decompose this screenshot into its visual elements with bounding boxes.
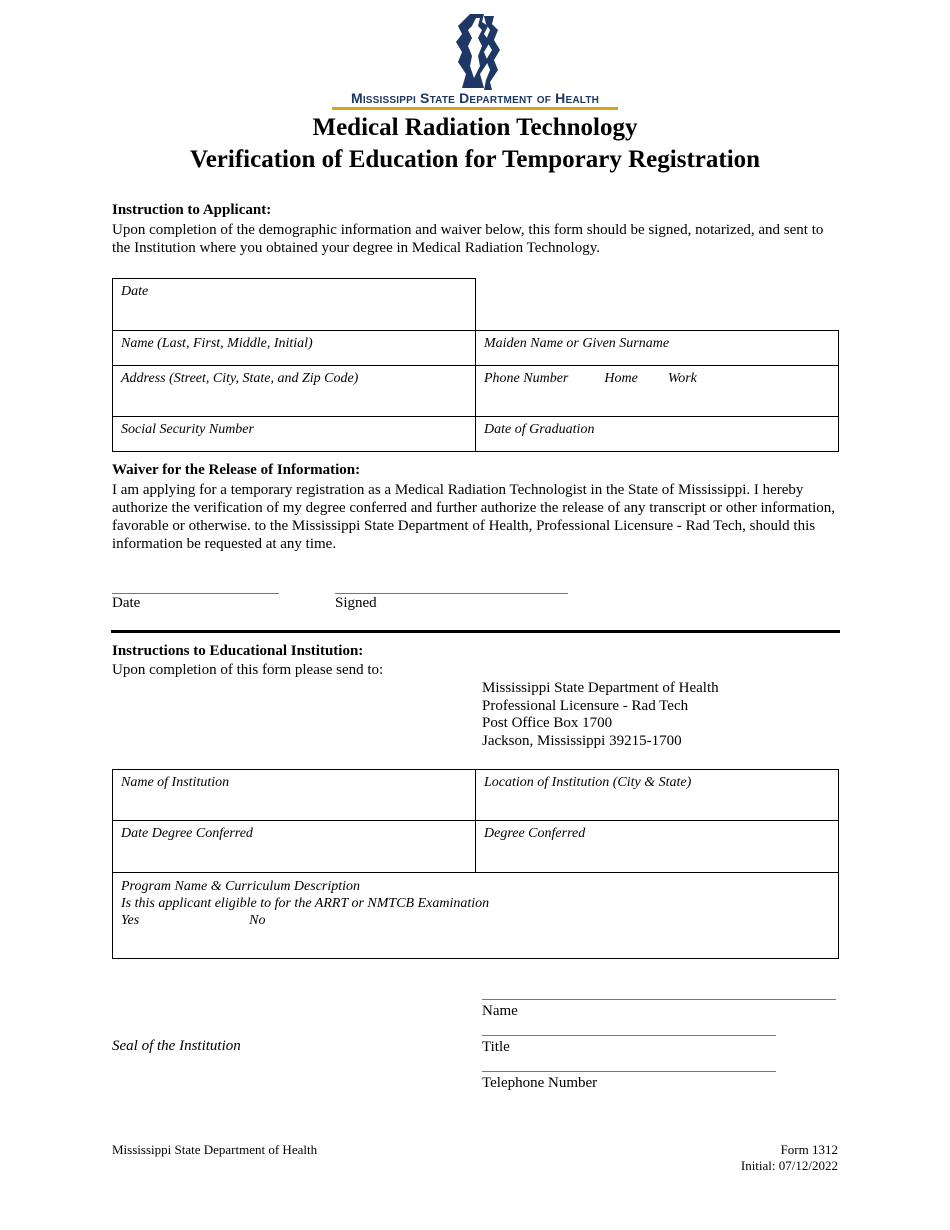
graduation-date-label: Date of Graduation <box>484 422 595 437</box>
name-label: Name (Last, First, Middle, Initial) <box>121 336 313 351</box>
name-signature-line[interactable] <box>482 999 836 1000</box>
page-title: Medical Radiation Technology <box>312 114 638 141</box>
demographics-table <box>112 278 839 452</box>
address-field[interactable] <box>113 366 476 417</box>
section-divider <box>111 630 840 633</box>
name-label: Name <box>482 1003 518 1019</box>
applicant-instructions-body: Upon completion of the demographic information and waiver below, this form should be signed, notarized, and sent to the Institution where you obtained your degree in Medical Radiation Technology. <box>112 222 824 256</box>
name-field[interactable] <box>113 331 476 366</box>
degree-conferred-label: Degree Conferred <box>484 826 586 841</box>
phone-label: Phone Number <box>484 371 569 386</box>
mailing-address-line2: Professional Licensure - Rad Tech <box>482 698 689 714</box>
mailing-address-line3: Post Office Box 1700 <box>482 715 613 731</box>
ssn-label: Social Security Number <box>121 422 254 437</box>
institution-name-label: Name of Institution <box>121 775 230 790</box>
phone-field[interactable] <box>476 366 839 417</box>
empty-cell <box>476 279 839 331</box>
ssn-field[interactable] <box>113 417 476 452</box>
mailing-address-line1: Mississippi State Department of Health <box>482 680 719 696</box>
program-description-field[interactable] <box>113 873 839 959</box>
waiver-body: I am applying for a temporary registration as a Medical Radiation Technologist in the State of Mississippi. I hereby authorize the verification of my degree conferred and further authorize the release of any transcript or other information, favorable or otherwise. to the Mississippi State Department of Health, Professional Licensure - Rad Tech, should this information be requested at any time. <box>112 482 836 552</box>
date-field[interactable] <box>113 279 476 331</box>
address-label: Address (Street, City, State, and Zip Code) <box>121 371 359 386</box>
footer-form-number: Form 1312 <box>780 1142 838 1157</box>
msdh-logo-icon <box>440 12 510 92</box>
phone-work-label: Work <box>667 371 697 386</box>
title-line[interactable] <box>482 1035 776 1036</box>
institution-instructions-heading: Instructions to Educational Institution: <box>112 643 364 659</box>
program-label: Program Name & Curriculum Description <box>121 879 361 894</box>
eligibility-no-option[interactable]: No <box>249 913 266 928</box>
waiver-date-label: Date <box>112 595 141 611</box>
phone-home-label: Home <box>604 371 638 386</box>
degree-conferred-field[interactable] <box>476 821 839 873</box>
logo-underline <box>332 107 618 110</box>
applicant-instructions-heading: Instruction to Applicant: <box>112 202 272 218</box>
date-label: Date <box>121 284 149 299</box>
maiden-name-label: Maiden Name or Given Surname <box>484 336 670 351</box>
telephone-label: Telephone Number <box>482 1075 598 1091</box>
eligibility-yes-option[interactable]: Yes <box>121 913 140 928</box>
telephone-line[interactable] <box>482 1071 776 1072</box>
institution-name-field[interactable] <box>113 770 476 821</box>
date-conferred-field[interactable] <box>113 821 476 873</box>
org-logo-text: Mississippi State Department of Health <box>350 90 600 106</box>
seal-label: Seal of the Institution <box>112 1038 241 1054</box>
date-conferred-label: Date Degree Conferred <box>121 826 253 841</box>
institution-table <box>112 769 839 959</box>
waiver-heading: Waiver for the Release of Information: <box>112 462 361 478</box>
graduation-date-field[interactable] <box>476 417 839 452</box>
page-subtitle: Verification of Education for Temporary Registration <box>189 146 761 173</box>
institution-instructions-body: Upon completion of this form please send to: <box>112 662 384 678</box>
institution-location-field[interactable] <box>476 770 839 821</box>
maiden-name-field[interactable] <box>476 331 839 366</box>
footer-org: Mississippi State Department of Health <box>112 1142 318 1157</box>
waiver-signed-label: Signed <box>335 595 377 611</box>
mailing-address-line4: Jackson, Mississippi 39215-1700 <box>482 733 682 749</box>
title-label: Title <box>482 1039 510 1055</box>
eligibility-question: Is this applicant eligible to for the ARRT or NMTCB Examination <box>121 896 490 911</box>
institution-location-label: Location of Institution (City & State) <box>484 775 692 790</box>
footer-initial-date: Initial: 07/12/2022 <box>740 1158 838 1173</box>
